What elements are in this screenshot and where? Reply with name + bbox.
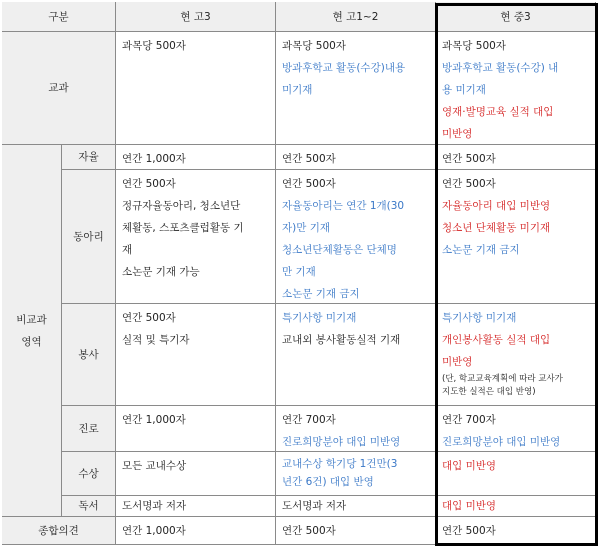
- label-autonomy-text: 자율: [78, 151, 99, 163]
- career-h3: [116, 406, 276, 451]
- award-h3: [116, 452, 276, 495]
- subject-m3: [436, 32, 596, 144]
- reading-m3-line: 대입 미반영: [442, 500, 497, 512]
- career-h3-line: 연간 1,000자: [122, 414, 186, 426]
- overall-h3-line: 연간 1,000자: [122, 525, 186, 537]
- cell-line: 연간 500자: [442, 178, 496, 190]
- label-overall: [2, 517, 116, 544]
- subject-h12: [276, 32, 436, 144]
- autonomy-h3-line: 연간 1,000자: [122, 153, 186, 165]
- club-h12: [276, 170, 436, 303]
- reading-h3: [116, 496, 276, 516]
- row-reading: [62, 496, 596, 517]
- overall-m3-line: 연간 500자: [442, 525, 496, 537]
- volunteer-h3: [116, 304, 276, 405]
- award-h12: [276, 452, 436, 495]
- autonomy-m3-line: 연간 500자: [442, 153, 496, 165]
- overall-h12: [276, 517, 436, 544]
- header-h3: [116, 2, 276, 31]
- label-overall-text: 종합의견: [38, 524, 79, 537]
- row-award: [62, 452, 596, 496]
- cell-line: 연간 700자: [282, 414, 336, 426]
- cell-line: 소논문 기재 가능: [122, 266, 200, 278]
- cell-line: 청소년단체활동은 단체명: [282, 244, 397, 256]
- reading-h3-line: 도서명과 저자: [122, 500, 187, 512]
- cell-line: 과목당 500자: [442, 40, 506, 52]
- volunteer-h12: [276, 304, 436, 405]
- club-h3: [116, 170, 276, 303]
- cell-line: 방과후학교 활동(수강)내용: [282, 62, 406, 74]
- cell-line: 개인봉사활동 실적 대입: [442, 334, 551, 346]
- cell-line: 만 기재: [282, 266, 316, 278]
- header-m3-label: 현 중3: [500, 10, 531, 23]
- label-career-text: 진로: [78, 422, 99, 435]
- cell-line: 미반영: [442, 128, 473, 140]
- label-subject: [2, 32, 116, 144]
- cell-line: 교내외 봉사활동실적 기재: [282, 334, 401, 346]
- row-volunteer: [62, 304, 596, 406]
- club-m3: [436, 170, 596, 303]
- header-category: [2, 2, 116, 31]
- volunteer-m3-note2: 지도한 실적은 대입 반영): [442, 387, 536, 397]
- overall-h3: [116, 517, 276, 544]
- reading-m3: [436, 496, 596, 516]
- career-m3: [436, 406, 596, 451]
- label-subject-text: 교과: [48, 82, 69, 94]
- header-category-label: 구분: [48, 10, 69, 23]
- header-row: [2, 2, 596, 32]
- autonomy-m3: [436, 145, 596, 169]
- label-award: [62, 452, 116, 495]
- cell-line: 정규자율동아리, 청소년단: [122, 200, 241, 212]
- autonomy-h12-line: 연간 500자: [282, 153, 336, 165]
- cell-line: 재: [122, 244, 133, 256]
- cell-line: 소논문 기재 금지: [442, 244, 520, 256]
- cell-line: 미반영: [442, 356, 473, 368]
- label-noncurricular-line1: 비교과: [16, 313, 47, 326]
- cell-line: 미기재: [282, 84, 313, 96]
- cell-line: 소논문 기재 금지: [282, 288, 360, 300]
- autonomy-h12: [276, 145, 436, 169]
- overall-m3: [436, 517, 596, 544]
- cell-line: 교내수상 학기당 1건만(3: [282, 458, 398, 470]
- reading-h12-line: 도서명과 저자: [282, 500, 347, 512]
- label-noncurricular-line2: 영역: [21, 335, 42, 348]
- row-subject: [2, 32, 596, 145]
- header-h3-label: 현 고3: [180, 10, 211, 23]
- cell-line: 용 미기재: [442, 84, 486, 96]
- cell-line: 진로희망분야 대입 미반영: [442, 436, 561, 448]
- cell-line: 영재·발명교육 실적 대입: [442, 106, 554, 118]
- header-h12-label: 현 고1~2: [332, 10, 379, 23]
- cell-line: 년간 6건) 대입 반영: [282, 476, 374, 488]
- cell-line: 진로희망분야 대입 미반영: [282, 436, 401, 448]
- autonomy-h3: [116, 145, 276, 169]
- cell-line: 자율동아리 대입 미반영: [442, 200, 551, 212]
- volunteer-m3-lines: [442, 307, 589, 373]
- row-career: [62, 406, 596, 452]
- overall-h12-line: 연간 500자: [282, 525, 336, 537]
- cell-line: 대입 미반영: [442, 460, 497, 472]
- row-club: [62, 170, 596, 304]
- row-autonomy: [62, 145, 596, 170]
- cell-line: 과목당 500자: [282, 40, 346, 52]
- label-award-text: 수상: [78, 467, 99, 480]
- cell-line: 자율동아리는 연간 1개(30: [282, 200, 405, 212]
- label-volunteer: [62, 304, 116, 405]
- header-h12: [276, 2, 436, 31]
- label-autonomy: [62, 145, 116, 169]
- subject-h3-line: 과목당 500자: [122, 40, 186, 52]
- label-reading-text: 독서: [78, 500, 99, 512]
- label-career: [62, 406, 116, 451]
- cell-line: 자)만 기재: [282, 222, 331, 234]
- header-m3: [436, 2, 596, 31]
- label-volunteer-text: 봉사: [78, 348, 99, 361]
- award-m3: [436, 452, 596, 495]
- career-h12: [276, 406, 436, 451]
- cell-line: 특기사항 미기재: [442, 312, 517, 324]
- volunteer-h3-line1: 연간 500자: [122, 312, 176, 324]
- volunteer-h3-line2: 실적 및 특기자: [122, 334, 190, 346]
- cell-line: 연간 500자: [282, 178, 336, 190]
- label-club: [62, 170, 116, 303]
- cell-line: 방과후학교 활동(수강) 내: [442, 62, 559, 74]
- label-club-text: 동아리: [73, 230, 104, 243]
- volunteer-m3-note1: (단, 학교교육계획에 따라 교사가: [442, 374, 563, 384]
- row-overall: [2, 517, 596, 545]
- award-h3-line: 모든 교내수상: [122, 460, 187, 472]
- volunteer-m3: [436, 304, 596, 405]
- reading-h12: [276, 496, 436, 516]
- cell-line: 특기사항 미기재: [282, 312, 357, 324]
- cell-line: 체활동, 스포츠클럽활동 기: [122, 222, 244, 234]
- cell-line: 연간 500자: [122, 178, 176, 190]
- cell-line: 연간 700자: [442, 414, 496, 426]
- label-noncurricular: [2, 145, 62, 517]
- label-reading: [62, 496, 116, 516]
- subject-h3: [116, 32, 276, 144]
- cell-line: 청소년 단체활동 미기재: [442, 222, 551, 234]
